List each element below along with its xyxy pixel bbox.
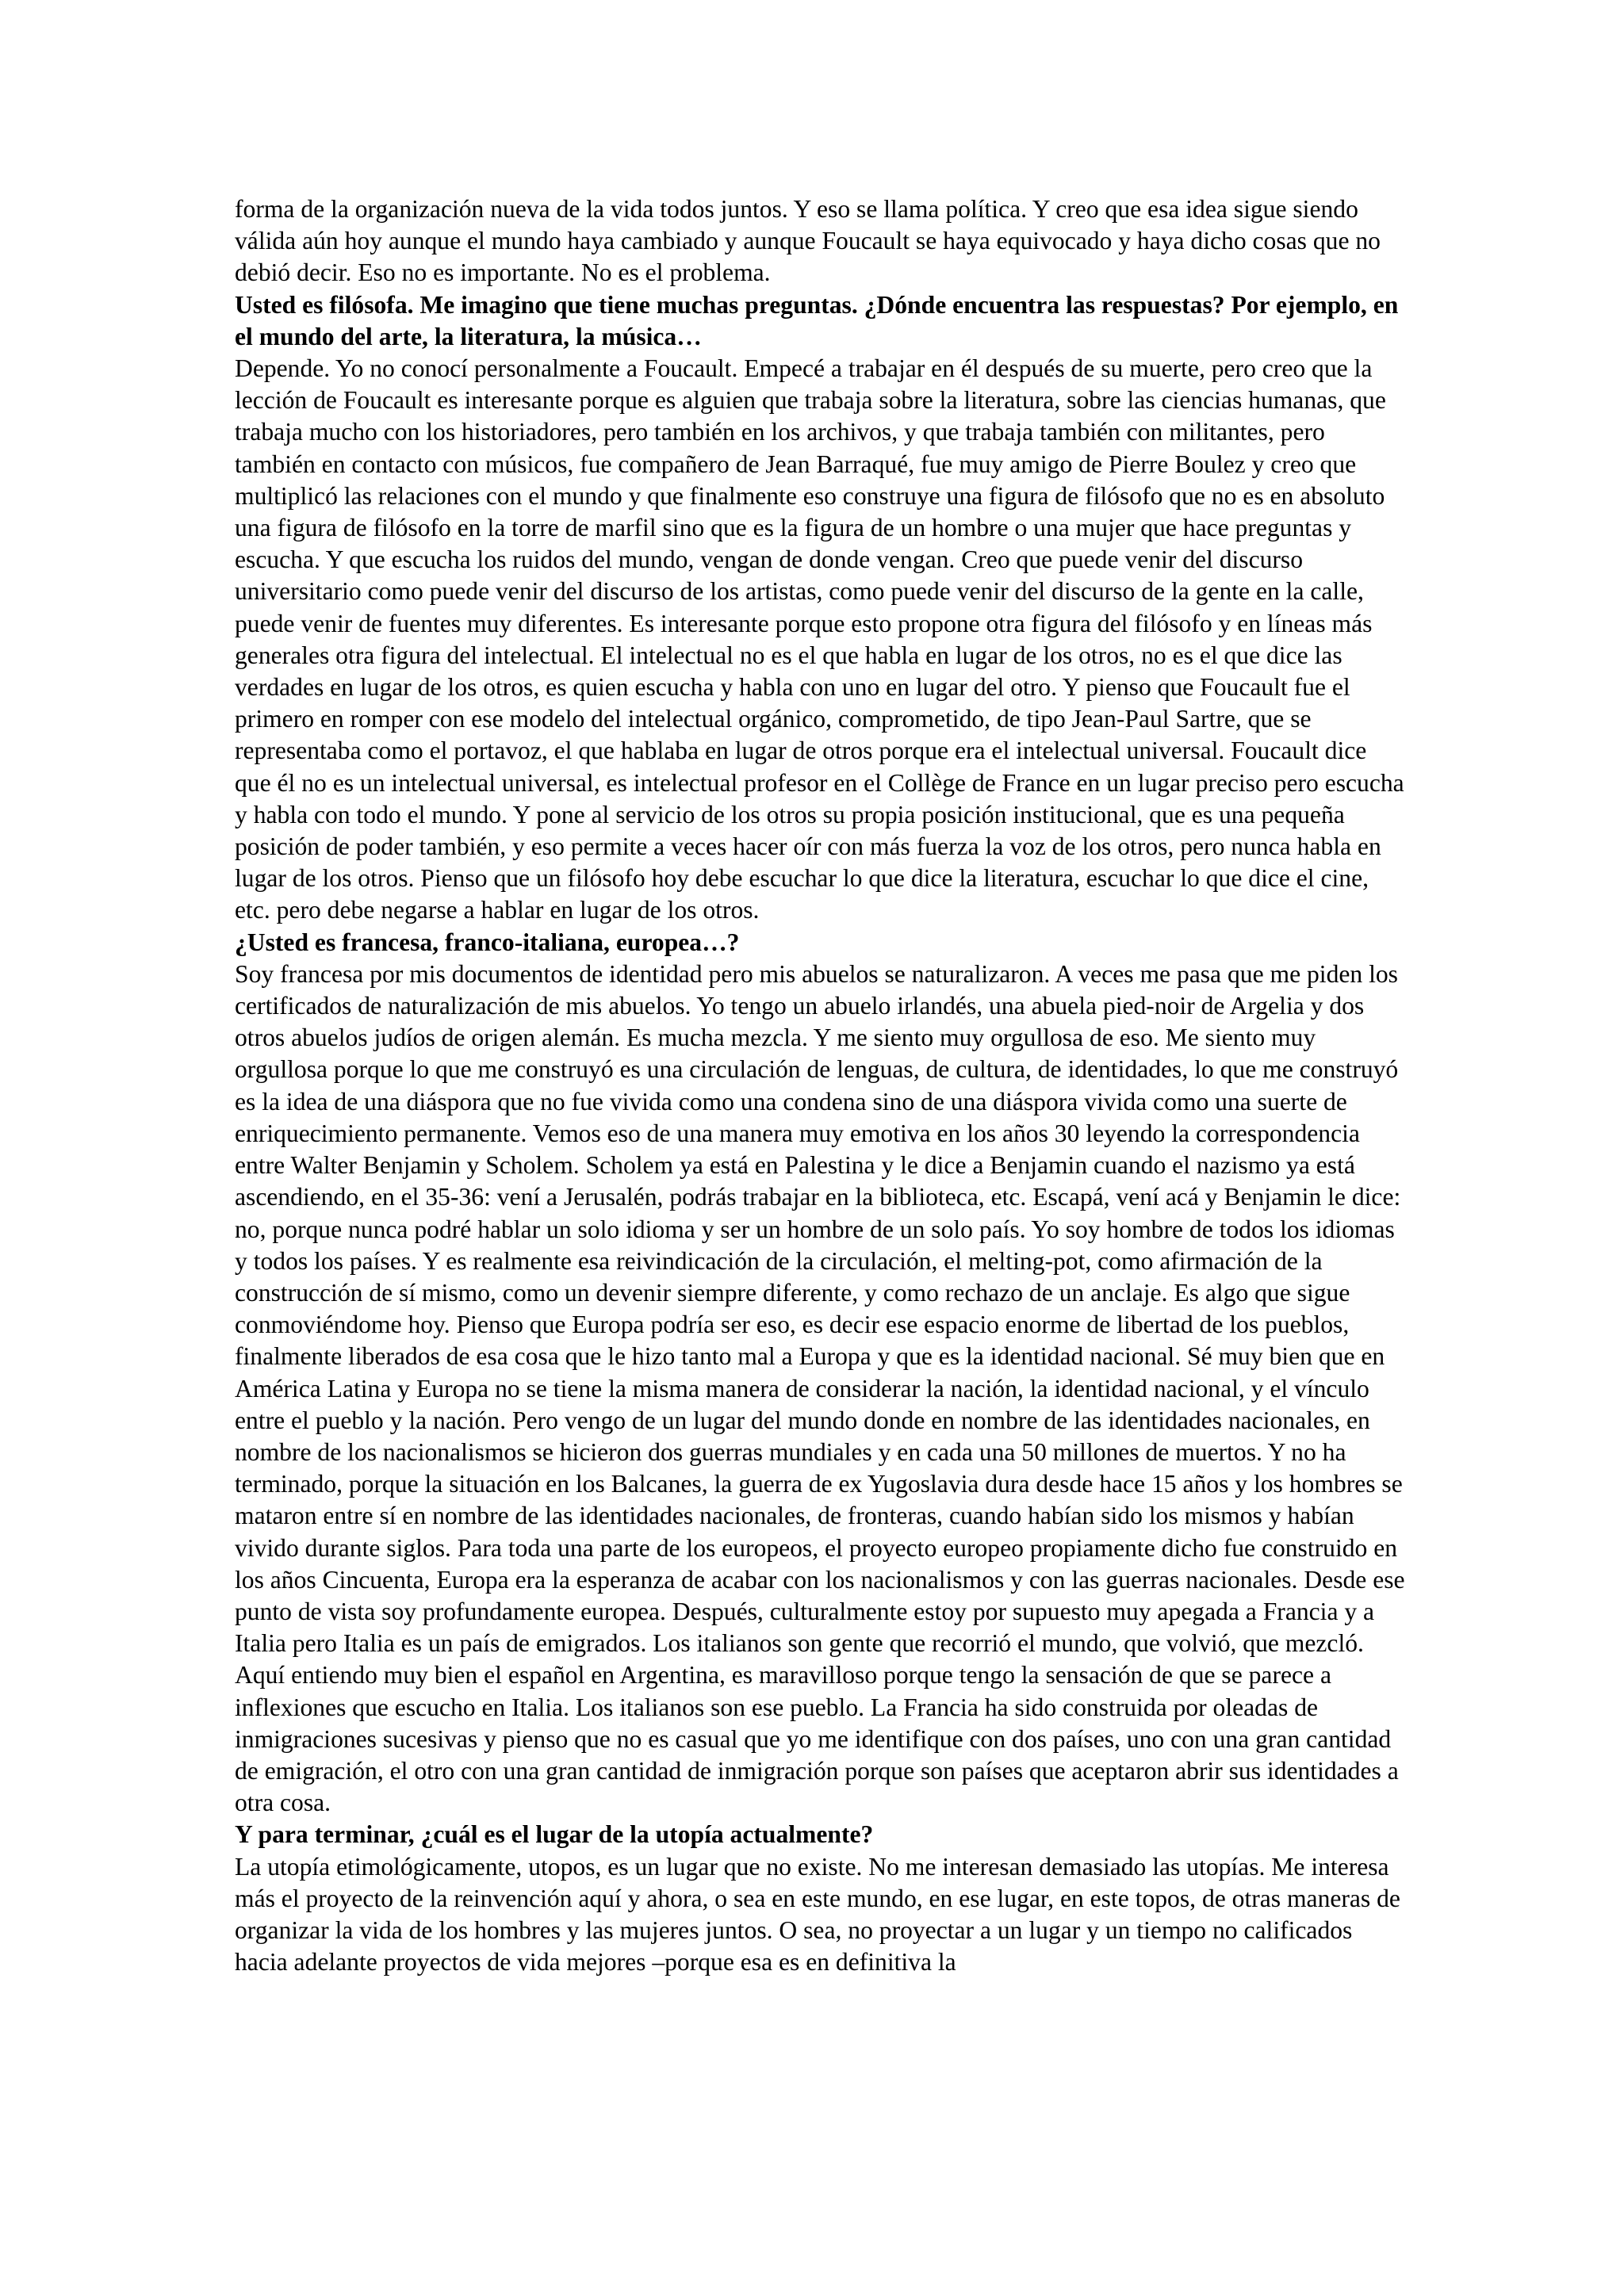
answer-paragraph-4: La utopía etimológicamente, utopos, es un lugar que no existe. No me interesan demasiado las utopías. Me interesa más el proyecto de la reinvención aquí y ahora, o sea en este mundo, en ese lugar, en este topos, de otras maneras de organizar la vida de los hombres y las mujeres juntos. O sea, no proyectar a un lugar y un tiempo no calificados hacia adelante proyectos de vida mejores –porque esa es en definitiva la [235, 1852, 1400, 1976]
question-3: Y para terminar, ¿cuál es el lugar de la utopía actualmente? [235, 1820, 874, 1849]
document-page [235, 193, 1405, 1978]
answer-paragraph-1: forma de la organización nueva de la vida todos juntos. Y eso se llama política. Y creo que esa idea sigue siendo válida aún hoy aunque el mundo haya cambiado y aunque Foucault se haya equivocado y haya dicho cosas que no debió decir. Eso no es importante. No es el problema. [235, 195, 1381, 287]
answer-paragraph-2: Depende. Yo no conocí personalmente a Foucault. Empecé a trabajar en él después de su muerte, pero creo que la lección de Foucault es interesante porque es alguien que trabaja sobre la literatura, sobre las ciencias humanas, que trabaja mucho con los historiadores, pero también en los archivos, y que trabaja también con militantes, pero también en contacto con músicos, fue compañero de Jean Barraqué, fue muy amigo de Pierre Boulez y creo que multiplicó las relaciones con el mundo y que finalmente eso construye una figura de filósofo que no es en absoluto una figura de filósofo en la torre de marfil sino que es la figura de un hombre o una mujer que hace preguntas y escucha. Y que escucha los ruidos del mundo, vengan de donde vengan. Creo que puede venir del discurso universitario como puede venir del discurso de los artistas, como puede venir del discurso de la gente en la calle, puede venir de fuentes muy diferentes. Es interesante porque esto propone otra figura del filósofo y en líneas más generales otra figura del intelectual. El intelectual no es el que habla en lugar de los otros, no es el que dice las verdades en lugar de los otros, es quien escucha y habla con uno en lugar del otro. Y pienso que Foucault fue el primero en romper con ese modelo del intelectual orgánico, comprometido, de tipo Jean-Paul Sartre, que se representaba como el portavoz, el que hablaba en lugar de otros porque era el intelectual universal. Foucault dice que él no es un intelectual universal, es intelectual profesor en el Collège de France en un lugar preciso pero escucha y habla con todo el mundo. Y pone al servicio de los otros su propia posición institucional, que es una pequeña posición de poder también, y eso permite a veces hacer oír con más fuerza la voz de los otros, pero nunca habla en lugar de los otros. Pienso que un filósofo hoy debe escuchar lo que dice la literatura, escuchar lo que dice el cine, etc. pero debe negarse a hablar en lugar de los otros. [235, 354, 1404, 924]
answer-paragraph-3: Soy francesa por mis documentos de identidad pero mis abuelos se naturalizaron. A veces me pasa que me piden los certificados de naturalización de mis abuelos. Yo tengo un abuelo irlandés, una abuela pied-noir de Argelia y dos otros abuelos judíos de origen alemán. Es mucha mezcla. Y me siento muy orgullosa de eso. Me siento muy orgullosa porque lo que me construyó es una circulación de lenguas, de cultura, de identidades, lo que me construyó es la idea de una diáspora que no fue vivida como una condena sino de una diáspora vivida como una suerte de enriquecimiento permanente. Vemos eso de una manera muy emotiva en los años 30 leyendo la correspondencia entre Walter Benjamin y Scholem. Scholem ya está en Palestina y le dice a Benjamin cuando el nazismo ya está ascendiendo, en el 35-36: vení a Jerusalén, podrás trabajar en la biblioteca, etc. Escapá, vení acá y Benjamin le dice: no, porque nunca podré hablar un solo idioma y ser un hombre de un solo país. Yo soy hombre de todos los idiomas y todos los países. Y es realmente esa reivindicación de la circulación, el melting-pot, como afirmación de la construcción de sí mismo, como un devenir siempre diferente, y como rechazo de un anclaje. Es algo que sigue conmoviéndome hoy. Pienso que Europa podría ser eso, es decir ese espacio enorme de libertad de los pueblos, finalmente liberados de esa cosa que le hizo tanto mal a Europa y que es la identidad nacional. Sé muy bien que en América Latina y Europa no se tiene la misma manera de considerar la nación, la identidad nacional, y el vínculo entre el pueblo y la nación. Pero vengo de un lugar del mundo donde en nombre de las identidades nacionales, en nombre de los nacionalismos se hicieron dos guerras mundiales y en cada una 50 millones de muertos. Y no ha terminado, porque la situación en los Balcanes, la guerra de ex Yugoslavia dura desde hace 15 años y los hombres se mataron entre sí en nombre de las identidades nacionales, de fronteras, cuando habían sido los mismos y habían vivido durante siglos. Para toda una parte de los europeos, el proyecto europeo propiamente dicho fue construido en los años Cincuenta, Europa era la esperanza de acabar con los nacionalismos y con las guerras nacionales. Desde ese punto de vista soy profundamente europea. Después, culturalmente estoy por supuesto muy apegada a Francia y a Italia pero Italia es un país de emigrados. Los italianos son gente que recorrió el mundo, que volvió, que mezcló. Aquí entiendo muy bien el español en Argentina, es maravilloso porque tengo la sensación de que se parece a inflexiones que escucho en Italia. Los italianos son ese pueblo. La Francia ha sido construida por oleadas de inmigraciones sucesivas y pienso que no es casual que yo me identifique con dos países, uno con una gran cantidad de emigración, el otro con una gran cantidad de inmigración porque son países que aceptaron abrir sus identidades a otra cosa. [235, 959, 1405, 1817]
question-1: Usted es filósofa. Me imagino que tiene muchas preguntas. ¿Dónde encuentra las respuestas? Por ejemplo, en el mundo del arte, la literatura, la música… [235, 290, 1399, 350]
question-2: ¿Usted es francesa, franco-italiana, europea…? [235, 928, 740, 956]
